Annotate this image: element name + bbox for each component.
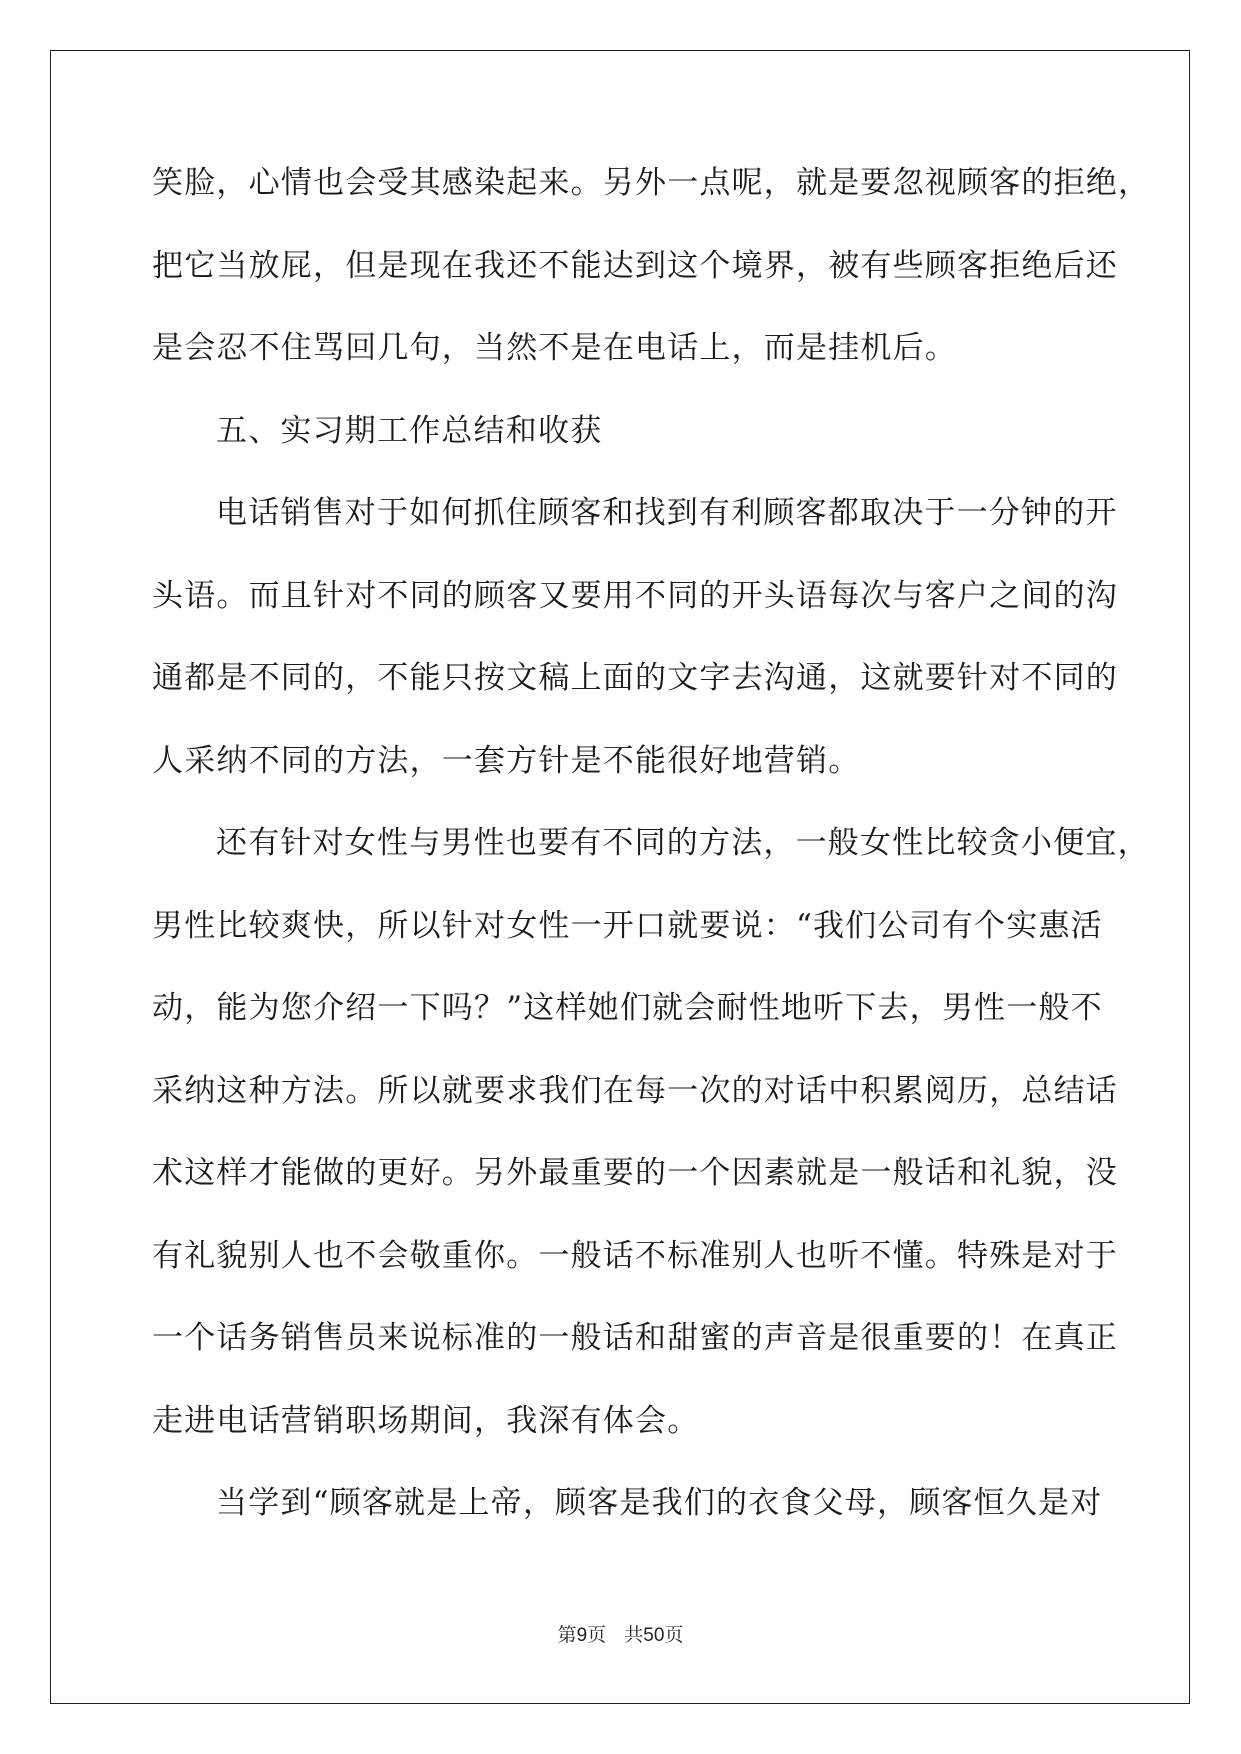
footer-total-prefix: 共 bbox=[624, 1624, 644, 1646]
footer-prefix: 第 bbox=[557, 1624, 577, 1646]
text-line: 还有针对女性与男性也要有不同的方法，一般女性比较贪小便宜， bbox=[216, 825, 1150, 861]
document-body bbox=[152, 162, 1151, 1565]
total-page-count: 50 bbox=[643, 1625, 665, 1646]
text-line: 男性比较爽快，所以针对女性一开口就要说：“我们公司有个实惠活 bbox=[152, 907, 1103, 944]
text-line: 人采纳不同的方法，一套方针是不能很好地营销。 bbox=[152, 742, 861, 779]
current-page-number: 9 bbox=[576, 1625, 588, 1646]
text-line: 采纳这种方法。所以就要求我们在每一次的对话中积累阅历，总结话 bbox=[152, 1072, 1118, 1109]
text-line: 走进电话营销职场期间，我深有体会。 bbox=[152, 1402, 700, 1439]
text-line: 通都是不同的，不能只按文稿上面的文字去沟通，这就要针对不同的 bbox=[152, 660, 1118, 696]
text-line: 笑脸，心情也会受其感染起来。另外一点呢，就是要忽视顾客的拒绝， bbox=[152, 165, 1151, 201]
text-line: 术这样才能做的更好。另外最重要的一个因素就是一般话和礼貌，没 bbox=[152, 1155, 1118, 1191]
section-heading: 五、实习期工作总结和收获 bbox=[216, 412, 603, 449]
page-footer bbox=[0, 1623, 1241, 1648]
text-line: 一个话务销售员来说标准的一般话和甜蜜的声音是很重要的！在真正 bbox=[152, 1320, 1118, 1356]
text-line: 是会忍不住骂回几句，当然不是在电话上，而是挂机后。 bbox=[152, 330, 957, 366]
text-line: 动，能为您介绍一下吗？”这样她们就会耐性地听下去，男性一般不 bbox=[152, 990, 1103, 1026]
text-line: 把它当放屁，但是现在我还不能达到这个境界，被有些顾客拒绝后还 bbox=[152, 247, 1118, 284]
text-line: 头语。而且针对不同的顾客又要用不同的开头语每次与客户之间的沟 bbox=[152, 577, 1118, 614]
text-line: 电话销售对于如何抓住顾客和找到有利顾客都取决于一分钟的开 bbox=[216, 495, 1118, 531]
text-line: 当学到“顾客就是上帝，顾客是我们的衣食父母，顾客恒久是对 bbox=[216, 1485, 1103, 1521]
text-line: 有礼貌别人也不会敬重你。一般话不标准别人也听不懂。特殊是对于 bbox=[152, 1237, 1118, 1274]
footer-total-suffix: 页 bbox=[664, 1624, 684, 1646]
footer-page-suffix: 页 bbox=[587, 1624, 607, 1646]
